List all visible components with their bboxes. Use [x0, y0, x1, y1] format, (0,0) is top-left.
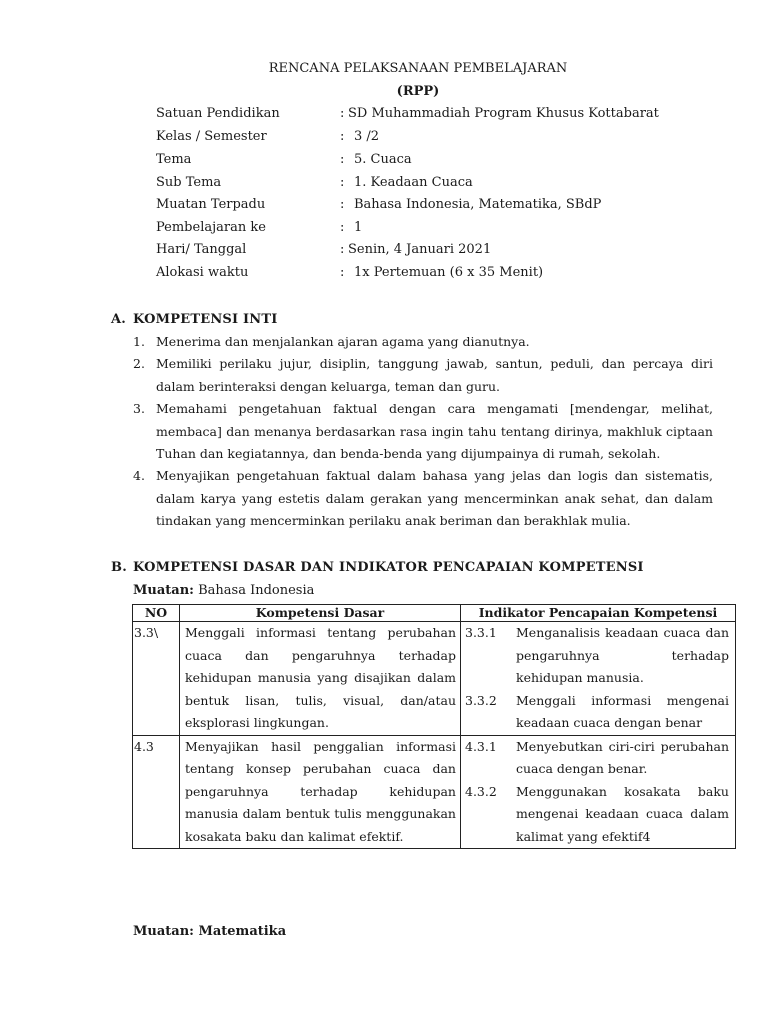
indicator-text: Menyebutkan ciri-ciri perubahan cuaca dengan benar. [516, 738, 729, 776]
muatan-value: Bahasa Indonesia [198, 583, 315, 598]
ki-text: Menyajikan pengetahuan faktual dalam bahasa yang jelas dan logis dan sistematis, dalam karya yang estetis dalam gerakan yang mencerminkan anak sehat, dan dalam tindakan yang mencerminkan perilaku anak beriman dan berakhlak mulia. [156, 468, 713, 528]
row-indikator [461, 735, 736, 849]
identity-label: Alokasi waktu [156, 265, 249, 280]
identity-value: 1x Pertemuan (6 x 35 Menit) [354, 265, 544, 280]
muatan-line [133, 583, 314, 598]
indicator-code: 3.3.2 [465, 692, 497, 708]
ki-item [133, 465, 713, 533]
identity-colon: : [340, 129, 345, 144]
muatan-matematika-heading: Muatan: Matematika [133, 924, 287, 939]
identity-label: Sub Tema [156, 175, 222, 190]
identity-colon: : [340, 242, 345, 257]
indicator-text: Menggunakan kosakata baku mengenai keadaan cuaca dalam kalimat yang efektif4 [516, 783, 729, 844]
ki-text: Memahami pengetahuan faktual dengan cara mengamati [mendengar, melihat, membaca] dan menanya berdasarkan rasa ingin tahu tentang dirinya, makhluk ciptaan Tuhan dan kegiatannya, dan benda-benda yang dijumpainya di rumah, sekolah. [156, 401, 713, 461]
ki-number: 2. [133, 356, 145, 371]
ki-item [133, 398, 713, 466]
section-b-heading [111, 560, 644, 575]
row-kompetensi-dasar: Menyajikan hasil penggalian informasi tentang konsep perubahan cuaca dan pengaruhnya terhadap kehidupan manusia dalam bentuk tulis menggunakan kosakata baku dan kalimat efektif. [180, 735, 461, 849]
section-letter: B. [111, 560, 127, 575]
indicator-code: 4.3.2 [465, 783, 497, 799]
table-header-row [133, 605, 736, 622]
identity-colon: : [340, 106, 345, 121]
identity-value: 1 [354, 220, 363, 235]
indicator-text: Menganalisis keadaan cuaca dan pengaruhnya terhadap kehidupan manusia. [516, 625, 729, 685]
identity-value: 1. Keadaan Cuaca [354, 175, 473, 190]
kd-table [132, 604, 736, 849]
identity-value: 3 /2 [354, 129, 380, 144]
header-indikator: Indikator Pencapaian Kompetensi [461, 605, 736, 622]
identity-label: Satuan Pendidikan [156, 106, 280, 121]
identity-label: Kelas / Semester [156, 129, 267, 144]
section-letter: A. [111, 312, 127, 327]
table-row [133, 622, 736, 736]
row-no: 3.3\ [133, 622, 180, 736]
indicator-item [465, 690, 729, 735]
document-subtitle: (RPP) [396, 84, 440, 99]
identity-colon: : [340, 152, 345, 167]
identity-label: Pembelajaran ke [156, 220, 266, 235]
indicator-text: Menggali informasi mengenai keadaan cuaca dengan benar [516, 692, 729, 730]
table-row [133, 735, 736, 849]
identity-label: Hari/ Tanggal [156, 242, 247, 257]
section-title: KOMPETENSI INTI [133, 312, 278, 327]
row-no: 4.3 [133, 735, 180, 849]
identity-colon: : [340, 265, 345, 280]
ki-text: Memiliki perilaku jujur, disiplin, tanggung jawab, santun, peduli, dan percaya diri dalam berinteraksi dengan keluarga, teman dan guru. [156, 356, 713, 394]
identity-colon: : [340, 220, 345, 235]
document-title: RENCANA PELAKSANAAN PEMBELAJARAN [268, 61, 568, 76]
ki-item [133, 353, 713, 398]
ki-item [133, 331, 713, 354]
header-no: NO [133, 605, 180, 622]
indicator-item [465, 622, 729, 690]
muatan-label: Muatan: [133, 583, 194, 598]
ki-number: 4. [133, 468, 145, 483]
identity-colon: : [340, 175, 345, 190]
identity-value: Senin, 4 Januari 2021 [348, 242, 492, 257]
identity-label: Muatan Terpadu [156, 197, 266, 212]
row-indikator [461, 622, 736, 736]
ki-text: Menerima dan menjalankan ajaran agama yang dianutnya. [156, 334, 530, 349]
indicator-item [465, 781, 729, 849]
identity-value: 5. Cuaca [354, 152, 412, 167]
indicator-item [465, 736, 729, 781]
section-a-heading [111, 312, 278, 327]
identity-value: SD Muhammadiah Program Khusus Kottabarat [348, 106, 659, 121]
identity-label: Tema [156, 152, 192, 167]
indicator-code: 4.3.1 [465, 738, 497, 754]
identity-colon: : [340, 197, 345, 212]
identity-value: Bahasa Indonesia, Matematika, SBdP [354, 197, 602, 212]
header-kompetensi-dasar: Kompetensi Dasar [180, 605, 461, 622]
indicator-code: 3.3.1 [465, 625, 497, 640]
row-kompetensi-dasar: Menggali informasi tentang perubahan cuaca dan pengaruhnya terhadap kehidupan manusia yang disajikan dalam bentuk lisan, tulis, visual, dan/atau eksplorasi lingkungan. [180, 622, 461, 736]
ki-number: 1. [133, 334, 145, 349]
section-title: KOMPETENSI DASAR DAN INDIKATOR PENCAPAIAN KOMPETENSI [133, 560, 644, 575]
ki-number: 3. [133, 401, 145, 416]
